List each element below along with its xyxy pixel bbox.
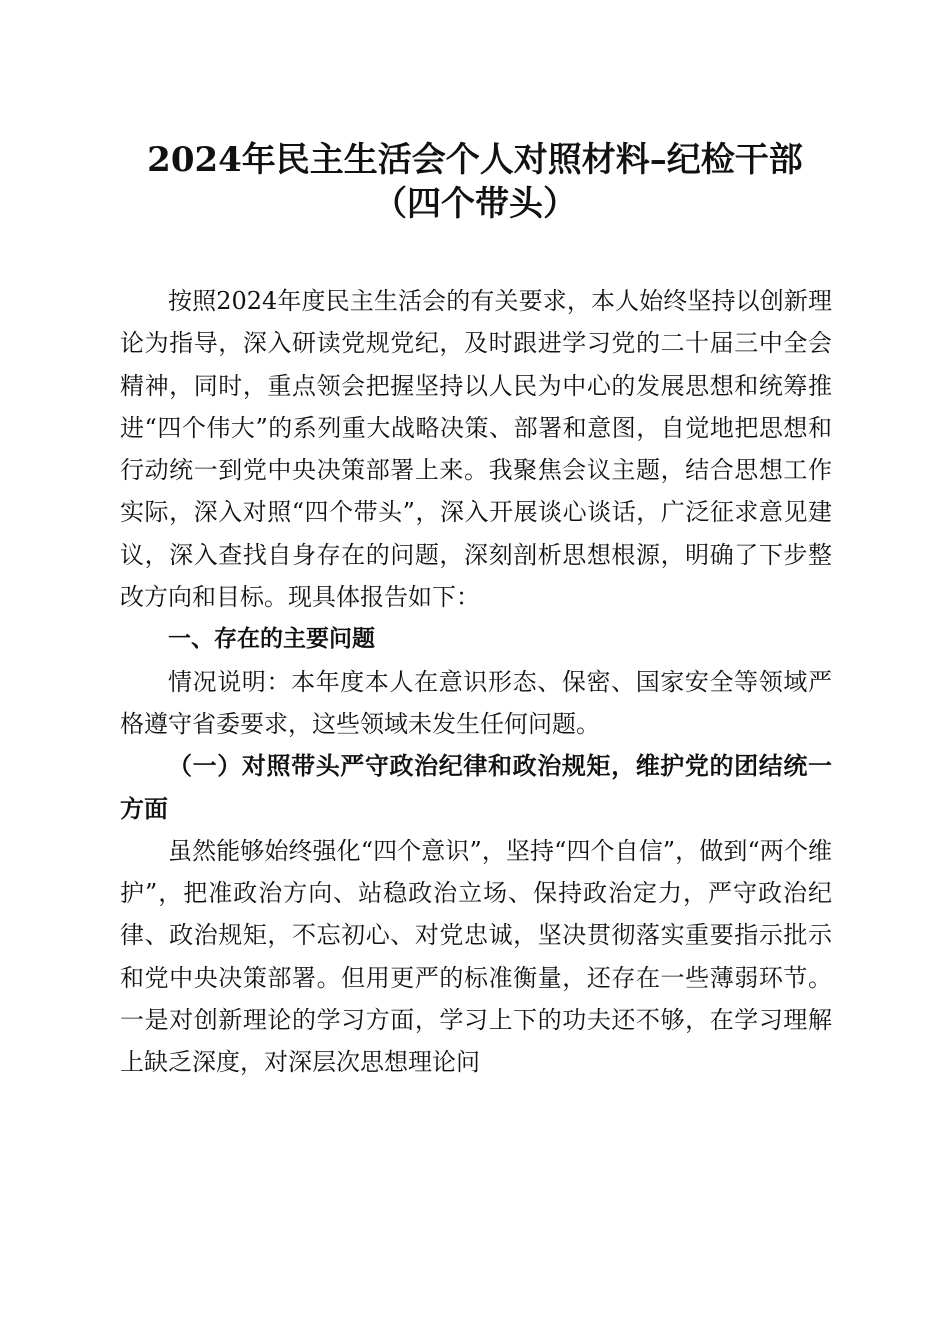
document-title: 2024年民主生活会个人对照材料–纪检干部	[147, 140, 803, 180]
body-paragraph: 虽然能够始终强化“四个意识”，坚持“四个自信”，做到“两个维护”，把准政治方向、站稳政治立场、保持政治定力，严守政治纪律、政治规矩，不忘初心、对党忠诚，坚决贯彻落实重要指示批示和党中央决策部署。但用更严的标准衡量，还存在一些薄弱环节。一是对创新理论的学习方面，学习上下的功夫还不够，在学习理解上缺乏深度，对深层次思想理论问	[120, 836, 832, 1077]
intro-paragraph: 按照2024年度民主生活会的有关要求，本人始终坚持以创新理论为指导，深入研读党规党纪，及时跟进学习党的二十届三中全会精神，同时，重点领会把握坚持以人民为中心的发展思想和统筹推进“四个伟大”的系列重大战略决策、部署和意图，自觉地把思想和行动统一到党中央决策部署上来。我聚焦会议主题，结合思想工作实际，深入对照“四个带头”，深入开展谈心谈话，广泛征求意见建议，深入查找自身存在的问题，深刻剖析思想根源，明确了下步整改方向和目标。现具体报告如下：	[120, 287, 832, 612]
subsection-heading: （一）对照带头严守政治纪律和政治规矩，维护党的团结统一方面	[120, 751, 832, 823]
section-heading: 一、存在的主要问题	[168, 626, 375, 653]
situation-paragraph: 情况说明：本年度本人在意识形态、保密、国家安全等领域严格遵守省委要求，这些领域未发生任何问题。	[120, 667, 832, 738]
document-body	[120, 280, 832, 1084]
document-subtitle: （四个带头）	[373, 184, 577, 224]
